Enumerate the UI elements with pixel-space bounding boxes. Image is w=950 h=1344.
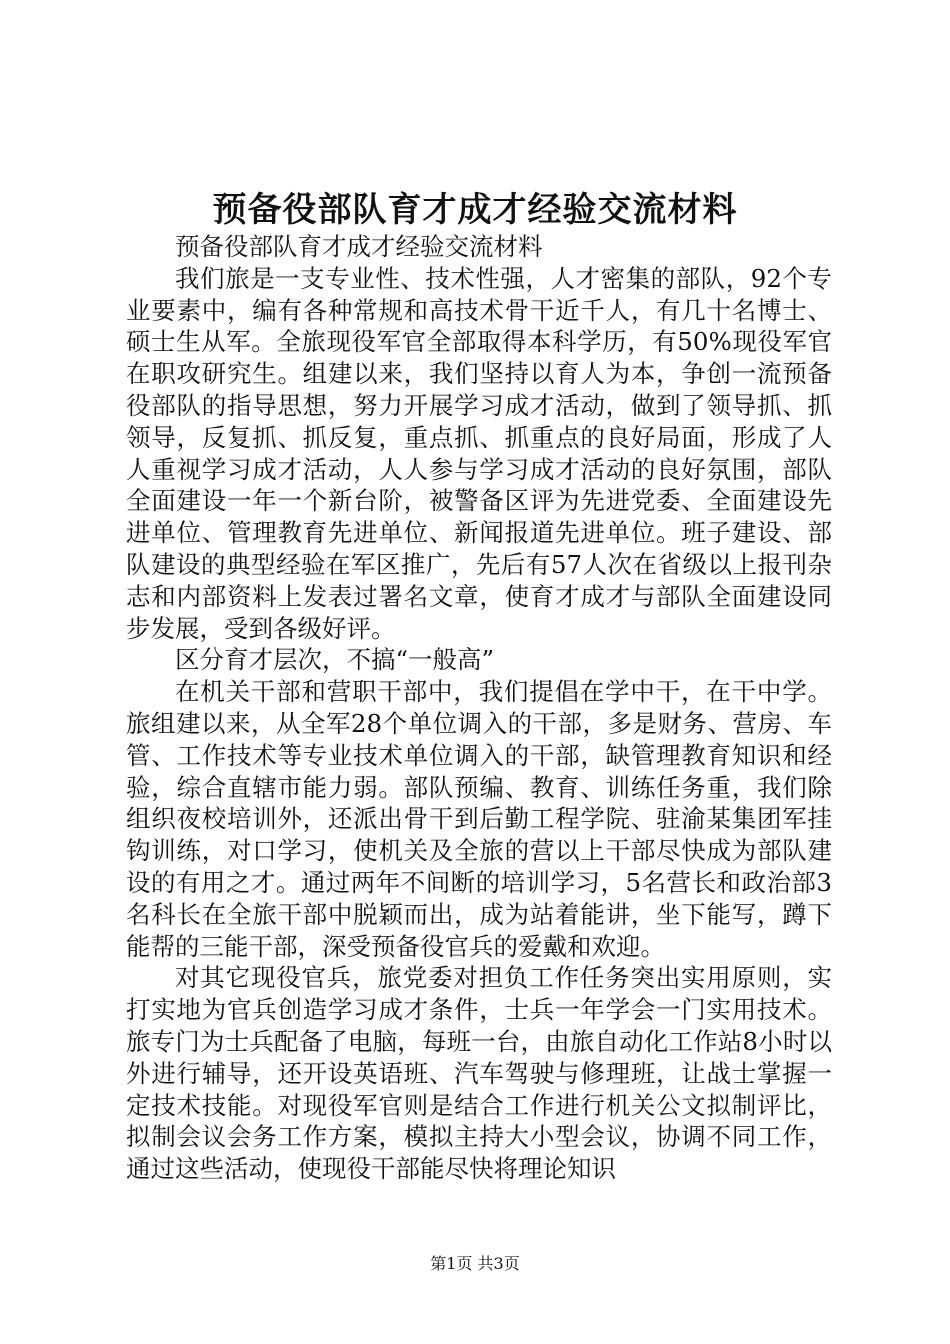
paragraph-subtitle: 预备役部队育才成才经验交流材料 xyxy=(175,232,543,261)
paragraph-cadre-training: 在机关干部和营职干部中，我们提倡在学中干，在干中学。旅组建以来，从全军28个单位调入的干部，多是财务、营房、车管、工作技术等专业技术单位调入的干部，缺管理教育知识和经验，综合直辖市能力弱。部队预编、教育、训练任务重，我们除组织夜校培训外，还派出骨干到后勤工程学院、驻渝某集团军挂钩训练，对口学习，使机关及全旅的营以上干部尽快成为部队建设的有用之才。通过两年不间断的培训学习，5名营长和政治部3名科长在全旅干部中脱颖而出，成为站着能讲，坐下能写，蹲下能帮的三能干部，深受预备役官兵的爱戴和欢迎。 xyxy=(126,677,832,961)
paragraph-intro: 我们旅是一支专业性、技术性强，人才密集的部队，92个专业要素中，编有各种常规和高技术骨干近千人，有几十名博士、硕士生从军。全旅现役军官全部取得本科学历，有50%现役军官在职攻研究生。组建以来，我们坚持以育人为本，争创一流预备役部队的指导思想，努力开展学习成才活动，做到了领导抓、抓领导，反复抓、抓反复，重点抓、抓重点的良好局面，形成了人人重视学习成才活动，人人参与学习成才活动的良好氛围，部队全面建设一年一个新台阶，被警备区评为先进党委、全面建设先进单位、管理教育先进单位、新闻报道先进单位。班子建设、部队建设的典型经验在军区推广，先后有57人次在省级以上报刊杂志和内部资料上发表过署名文章，使育才成才与部队全面建设同步发展，受到各级好评。 xyxy=(126,263,832,643)
document-title: 预备役部队育才成才经验交流材料 xyxy=(212,190,738,230)
document-body xyxy=(126,231,832,1185)
page-footer: 第1页 共3页 xyxy=(430,1254,520,1273)
paragraph-soldier-training: 对其它现役官兵，旅党委对担负工作任务突出实用原则，实打实地为官兵创造学习成才条件，士兵一年学会一门实用技术。旅专门为士兵配备了电脑，每班一台，由旅自动化工作站8小时以外进行辅导，还开设英语班、汽车驾驶与修理班，让战士掌握一定技术技能。对现役军官则是结合工作进行机关公文拟制评比，拟制会议会务工作方案，模拟主持大小型会议，协调不同工作，通过这些活动，使现役干部能尽快将理论知识 xyxy=(126,963,832,1184)
section-heading: 区分育才层次，不搞“一般高” xyxy=(175,645,495,675)
